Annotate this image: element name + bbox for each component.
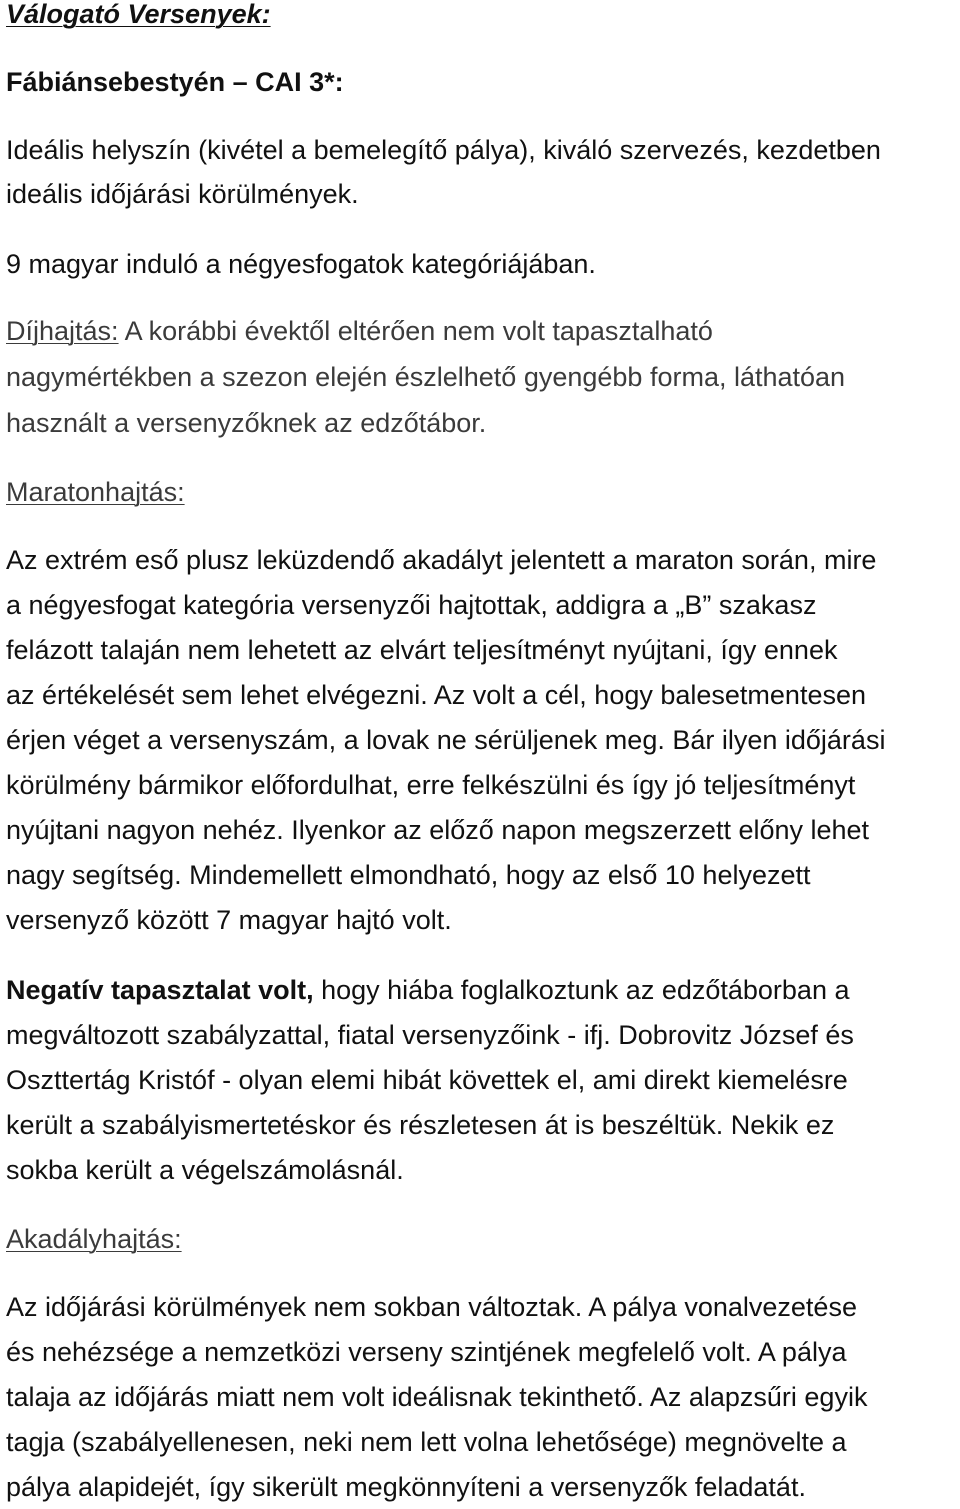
- maraton-line: felázott talaján nem lehetett az elvárt teljesítményt nyújtani, így ennek: [6, 635, 838, 665]
- maraton-line: Az extrém eső plusz leküzdendő akadályt jelentett a maraton során, mire: [6, 545, 877, 575]
- intro-line-1: Ideális helyszín (kivétel a bemelegítő pálya), kiváló szervezés, kezdetben: [6, 135, 881, 165]
- negative-lead: Negatív tapasztalat volt,: [6, 975, 314, 1005]
- maraton-line: versenyző között 7 magyar hajtó volt.: [6, 905, 452, 935]
- section-heading: Válogató Versenyek:: [6, 0, 271, 29]
- maraton-line: körülmény bármikor előfordulhat, erre felkészülni és így jó teljesítményt: [6, 770, 856, 800]
- dijhajtas-line-2: nagymértékben a szezon elején észlelhető gyengébb forma, láthatóan: [6, 362, 846, 392]
- maraton-line: nagy segítség. Mindemellett elmondható, hogy az első 10 helyezett: [6, 860, 811, 890]
- akadaly-line: tagja (szabályellenesen, neki nem lett volna lehetősége) megnövelte a: [6, 1427, 847, 1457]
- dijhajtas-text: A korábbi évektől eltérően nem volt tapasztalható: [118, 316, 713, 346]
- maraton-line: érjen véget a versenyszám, a lovak ne sérüljenek meg. Bár ilyen időjárási: [6, 725, 886, 755]
- negative-text: hogy hiába foglalkoztunk az edzőtáborban a: [313, 975, 850, 1005]
- negative-line: Oszttertág Kristóf - olyan elemi hibát követtek el, ami direkt kiemelésre: [6, 1065, 848, 1095]
- maraton-line: az értékelését sem lehet elvégezni. Az volt a cél, hogy balesetmentesen: [6, 680, 866, 710]
- maraton-line: nyújtani nagyon nehéz. Ilyenkor az előző napon megszerzett előny lehet: [6, 815, 870, 845]
- event-title: Fábiánsebestyén – CAI 3*:: [6, 67, 344, 97]
- dijhajtas-label: Díjhajtás:: [6, 316, 119, 346]
- akadaly-label: Akadályhajtás:: [6, 1224, 182, 1254]
- negative-line-1: [6, 970, 849, 1010]
- akadaly-line: Az időjárási körülmények nem sokban változtak. A pálya vonalvezetése: [6, 1292, 857, 1322]
- dijhajtas-paragraph-line-1: [6, 311, 713, 351]
- participants-line: 9 magyar induló a négyesfogatok kategóriájában.: [6, 249, 596, 279]
- negative-line: sokba került a végelszámolásnál.: [6, 1155, 404, 1185]
- maraton-label: Maratonhajtás:: [6, 477, 185, 507]
- maraton-line: a négyesfogat kategória versenyzői hajtottak, addigra a „B” szakasz: [6, 590, 817, 620]
- akadaly-line: talaja az időjárás miatt nem volt ideálisnak tekinthető. Az alapzsűri egyik: [6, 1382, 868, 1412]
- negative-line: került a szabályismertetéskor és részletesen át is beszéltük. Nekik ez: [6, 1110, 835, 1140]
- negative-line: megváltozott szabályzattal, fiatal versenyzőink - ifj. Dobrovitz József és: [6, 1020, 854, 1050]
- dijhajtas-line-3: használt a versenyzőknek az edzőtábor.: [6, 408, 487, 438]
- intro-line-2: ideális időjárási körülmények.: [6, 179, 359, 209]
- akadaly-line: és nehézsége a nemzetközi verseny szintjének megfelelő volt. A pálya: [6, 1337, 847, 1367]
- akadaly-line: pálya alapidejét, így sikerült megkönnyíteni a versenyzők feladatát.: [6, 1472, 806, 1502]
